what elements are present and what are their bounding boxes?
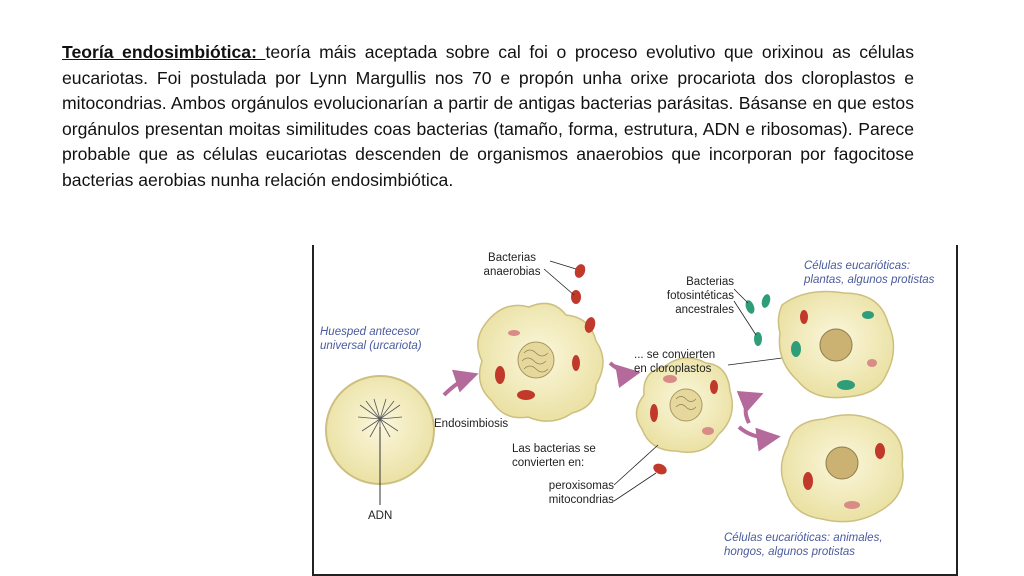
- label-photo-bacteria: Bacterias fotosintéticas ancestrales: [666, 276, 734, 316]
- paragraph: [62, 40, 914, 194]
- label-become: Las bacterias se convierten en:: [512, 443, 596, 469]
- label-plants: Células eucarióticas: plantas, algunos protistas: [804, 260, 935, 286]
- host-cell: [326, 376, 434, 505]
- arrow-to-engulf: [444, 375, 474, 395]
- arrow-to-mito-cell: [610, 363, 636, 373]
- arrow-to-plant: [746, 395, 759, 423]
- term-title: Teoría endosimbiótica:: [62, 42, 266, 62]
- label-endosymbiosis: Endosimbiosis: [434, 418, 509, 430]
- engulfing-cell: [478, 303, 603, 421]
- animal-cell: [781, 415, 903, 522]
- label-dna: ADN: [368, 510, 393, 522]
- endosymbiosis-diagram: [312, 245, 958, 576]
- label-perox-mito: peroxisomas mitocondrias: [548, 480, 614, 506]
- paragraph-body: teoría máis aceptada sobre cal foi o proceso evolutivo que orixinou as células eucariotas. Foi postulada por Lynn Margullis nos 70 e propón unha orixe procariota dos cloroplastos e mitocondrias. Ambos orgánulos evolucionarían a partir de antigas bacterias parásitas. Básanse en que estos orgánulos presentan moitas similitudes coas bacterias (tamaño, forma, estrutura, ADN e ribosomas). Parece probable que as células eucariotas descenden de organismos anaerobios que incorporan por fagocitose bacterias aerobias nunha relación endosimbiótica.: [62, 42, 914, 190]
- label-chloroplasts: ... se convierten en cloroplastos: [634, 349, 716, 375]
- label-anaerobic: Bacterias anaerobias: [483, 252, 541, 278]
- label-host: Huesped antecesor universal (urcariota): [320, 326, 422, 352]
- label-animals: Células eucarióticas: animales, hongos, algunos protistas: [724, 532, 883, 558]
- photo-bacteria: [744, 293, 772, 346]
- plant-cell: [778, 292, 893, 398]
- arrow-to-animal: [739, 427, 776, 438]
